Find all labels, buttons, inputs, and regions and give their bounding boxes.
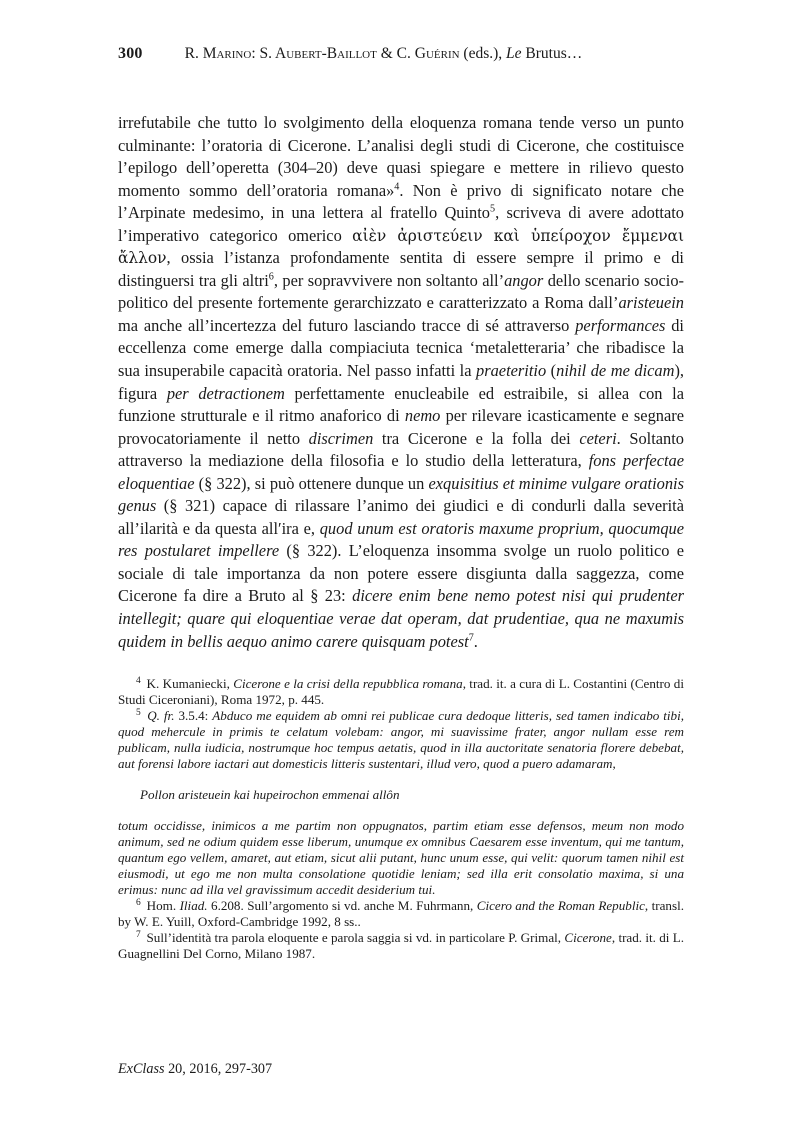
running-head <box>118 42 683 66</box>
footnote-marker-6: 6 <box>136 897 141 908</box>
footnote-4-part-0: K. Kumaniecki, <box>143 676 234 691</box>
footnote-7-part-2: , trad. it. di L. Guagnellini Del Corno, Milano 1987. <box>118 930 684 961</box>
footnote-7-part-0: Sull’identità tra parola eloquente e parola saggia si vd. in particolare P. Grimal, <box>143 930 565 945</box>
body-segment: , per sopravvivere non soltanto all’ <box>273 270 505 290</box>
footnote-apparatus <box>118 676 684 962</box>
body-text <box>118 112 684 653</box>
page-number: 300 <box>118 45 143 62</box>
body-segment: . <box>473 631 478 651</box>
latin-quote-quod-unum: quod unum est oratoris maxume proprium, quocumque res postularet impellere <box>118 518 684 561</box>
footnote-ref-7[interactable]: 7 <box>468 632 474 644</box>
footnote-6-title: Cicero and the Roman Republic <box>476 898 645 913</box>
footnote-5-source: Q. fr. <box>143 708 175 723</box>
body-segment: perfettamente enucleabile ed estraibile, si allea con la funzione strutturale e il ritmo anaforico di <box>118 383 685 426</box>
footnote-ref-5[interactable]: 5 <box>489 203 496 215</box>
footnote-6 <box>118 898 684 930</box>
footnote-4-part-2: , trad. it. a cura di L. Costantini (Centro di Studi Ciceroniani), Roma 1972, p. 445. <box>118 676 684 707</box>
body-segment: ( <box>546 361 557 381</box>
latin-term-nemo: nemo <box>404 406 441 426</box>
running-head-text <box>185 45 583 62</box>
greek-quotation: αἰὲν ἀριστεύειν καὶ ὑπείροχον ἔμμεναι ἄλλον <box>118 226 684 268</box>
footnote-7-title: Cicerone <box>564 930 612 945</box>
footnote-ref-6[interactable]: 6 <box>268 271 274 283</box>
latin-term-angor: angor <box>504 270 544 290</box>
greek-term-aristeuein: aristeuein <box>618 293 684 313</box>
body-segment: tra Cicerone e la folla dei <box>373 428 580 448</box>
footnote-marker-7: 7 <box>136 929 141 940</box>
footnote-marker-4: 4 <box>136 675 141 686</box>
footnote-7 <box>118 930 684 962</box>
body-segment: (§ 322). L’eloquenza insomma svolge un ruolo politico e sociale di tale importanza da non potere essere disgiunta dalla saggezza, come Cicerone fa dire a Bruto al § 23: <box>118 541 684 606</box>
body-segment: ma anche all’incertezza del futuro lasciando tracce di sé attraverso <box>118 315 576 335</box>
journal-name: ExClass <box>118 1061 165 1077</box>
running-head-author-initial: R. <box>184 45 203 62</box>
latin-block-quotation: totum occidisse, inimicos a me partim non oppugnatos, partim etiam esse defensos, meum non modo animum, sed ne odium quidem esse liberum, unumque ex omnibus Caesarem esse inventum, qui me tantum, quantum ego vellem, amaret, aut etiam, sicut alii putant, hunc unum esse, qui velit: quorum tamen nihil est eiusmodi, ut ego me non multa consolatione quotidie leniam; sed illa erit consolatio maxima, si una erimus: nunc ad illa vel gravissimum accedit desiderium tui. <box>118 818 684 897</box>
footnote-6-work: Iliad. <box>179 898 208 913</box>
body-segment: , ossia l’istanza profondamente sentita di essere sempre il primo e di distinguersi tra gli altri <box>118 248 684 290</box>
latin-quote-nihil-de-me-dicam: nihil de me dicam <box>556 361 675 381</box>
body-segment: di eccellenza come emerge dalla compiaciuta tecnica ‘metaletteraria’ che ribadisce la sua insuperabile capacità oratoria. Nel passo infatti la <box>118 315 684 381</box>
running-head-author-surname: Marino <box>202 45 252 62</box>
running-head-ampersand: & <box>376 45 397 62</box>
running-head-editor-two: C. Guérin <box>396 45 460 62</box>
footer-citation <box>118 1060 272 1078</box>
latin-term-ceteri: ceteri <box>579 428 617 448</box>
footnote-6-part-4: , transl. by W. E. Yuill, Oxford-Cambridge 1992, 8 ss.. <box>118 898 684 929</box>
latin-quote-dicere-enim: dicere enim bene nemo potest nisi qui prudenter intellegit; quare qui eloquentiae verae dat operam, dat prudentiae, qua ne maxumis quidem in bellis aequo animo carere quisquam potest <box>118 586 684 651</box>
footnote-5-locus: 3.5.4: <box>174 708 213 723</box>
running-head-editor-one: S. Aubert-Baillot <box>259 45 377 62</box>
latin-quote-fons-perfectae: fons perfectae eloquentiae <box>118 451 684 493</box>
footnote-4 <box>118 676 684 708</box>
footnote-5-quote: Abduco me equidem ab omni rei publicae cura dedoque litteris, sed tamen indicabo tibi, quod mehercule in primis te celatum volebam: angor, mi suavissime frater, angor nullam esse rem publicam, nulla iudicia, nostrumque hoc tempus aetatis, quod in illa auctoritate senatoria florere debebat, aut forensi labore iactari aut domesticis litteris sustentari, illud vero, quod a puero adamaram, <box>118 708 685 771</box>
body-segment: irrefutabile che tutto lo svolgimento della eloquenza romana tende verso un punto culminante: l’oratoria di Cicerone. L’analisi degli studi di Cicerone, che costituisce l’epilogo dell’operetta (304–20) deve quasi spiegare e mettere in rilievo questo momento sommo dell’oratoria romana» <box>118 113 684 200</box>
body-paragraph <box>118 112 684 653</box>
term-performances: performances <box>575 315 666 335</box>
running-head-colon: : <box>251 45 260 62</box>
body-segment: . Non è privo di significato notare che l’Arpinate medesimo, in una lettera al fratello Quinto <box>118 180 684 223</box>
body-segment: ), figura <box>118 361 684 403</box>
latin-term-discrimen: discrimen <box>308 428 374 448</box>
latin-term-per-detractionem: per detractionem <box>166 383 285 403</box>
footnote-5 <box>118 708 684 772</box>
running-head-eds: (eds.), <box>459 45 507 62</box>
latin-term-praeteritio: praeteritio <box>476 361 547 381</box>
body-segment: dello scenario socio-politico del presente fortemente gerarchizzato e caratterizzato a Roma dall’ <box>118 270 685 313</box>
footnote-4-title: Cicerone e la crisi della repubblica romana <box>233 676 463 691</box>
body-segment: , scriveva di avere adottato l’imperativo categorico omerico <box>118 203 684 245</box>
footnote-6-part-0: Hom. <box>143 898 180 913</box>
footnote-ref-4[interactable]: 4 <box>394 181 400 193</box>
latin-quote-exquisitius: exquisitius et minime vulgare orationis genus <box>118 473 684 516</box>
footnote-marker-5: 5 <box>136 707 141 718</box>
running-head-work-rest: Brutus… <box>521 45 583 62</box>
verse-quotation: Pollon aristeuein kai hupeirochon emmenai allôn <box>140 787 400 802</box>
footnote-6-part-2: 6.208. Sull’argomento si vd. anche M. Fuhrmann, <box>207 898 477 913</box>
body-segment: per rilevare icasticamente e segnare provocatoriamente il netto <box>118 406 684 448</box>
body-segment: (§ 322), si può ottenere dunque un <box>194 473 429 493</box>
journal-citation: 20, 2016, 297-307 <box>164 1061 273 1077</box>
body-segment: (§ 321) capace di rilassare l’animo dei giudici e di condurli dalla severità all’ilarità e da questa all′ira e, <box>118 496 684 538</box>
body-segment: . Soltanto attraverso la mediazione della filosofia e lo studio della letteratura, <box>118 428 684 471</box>
running-head-work-italic: Le <box>506 45 522 62</box>
